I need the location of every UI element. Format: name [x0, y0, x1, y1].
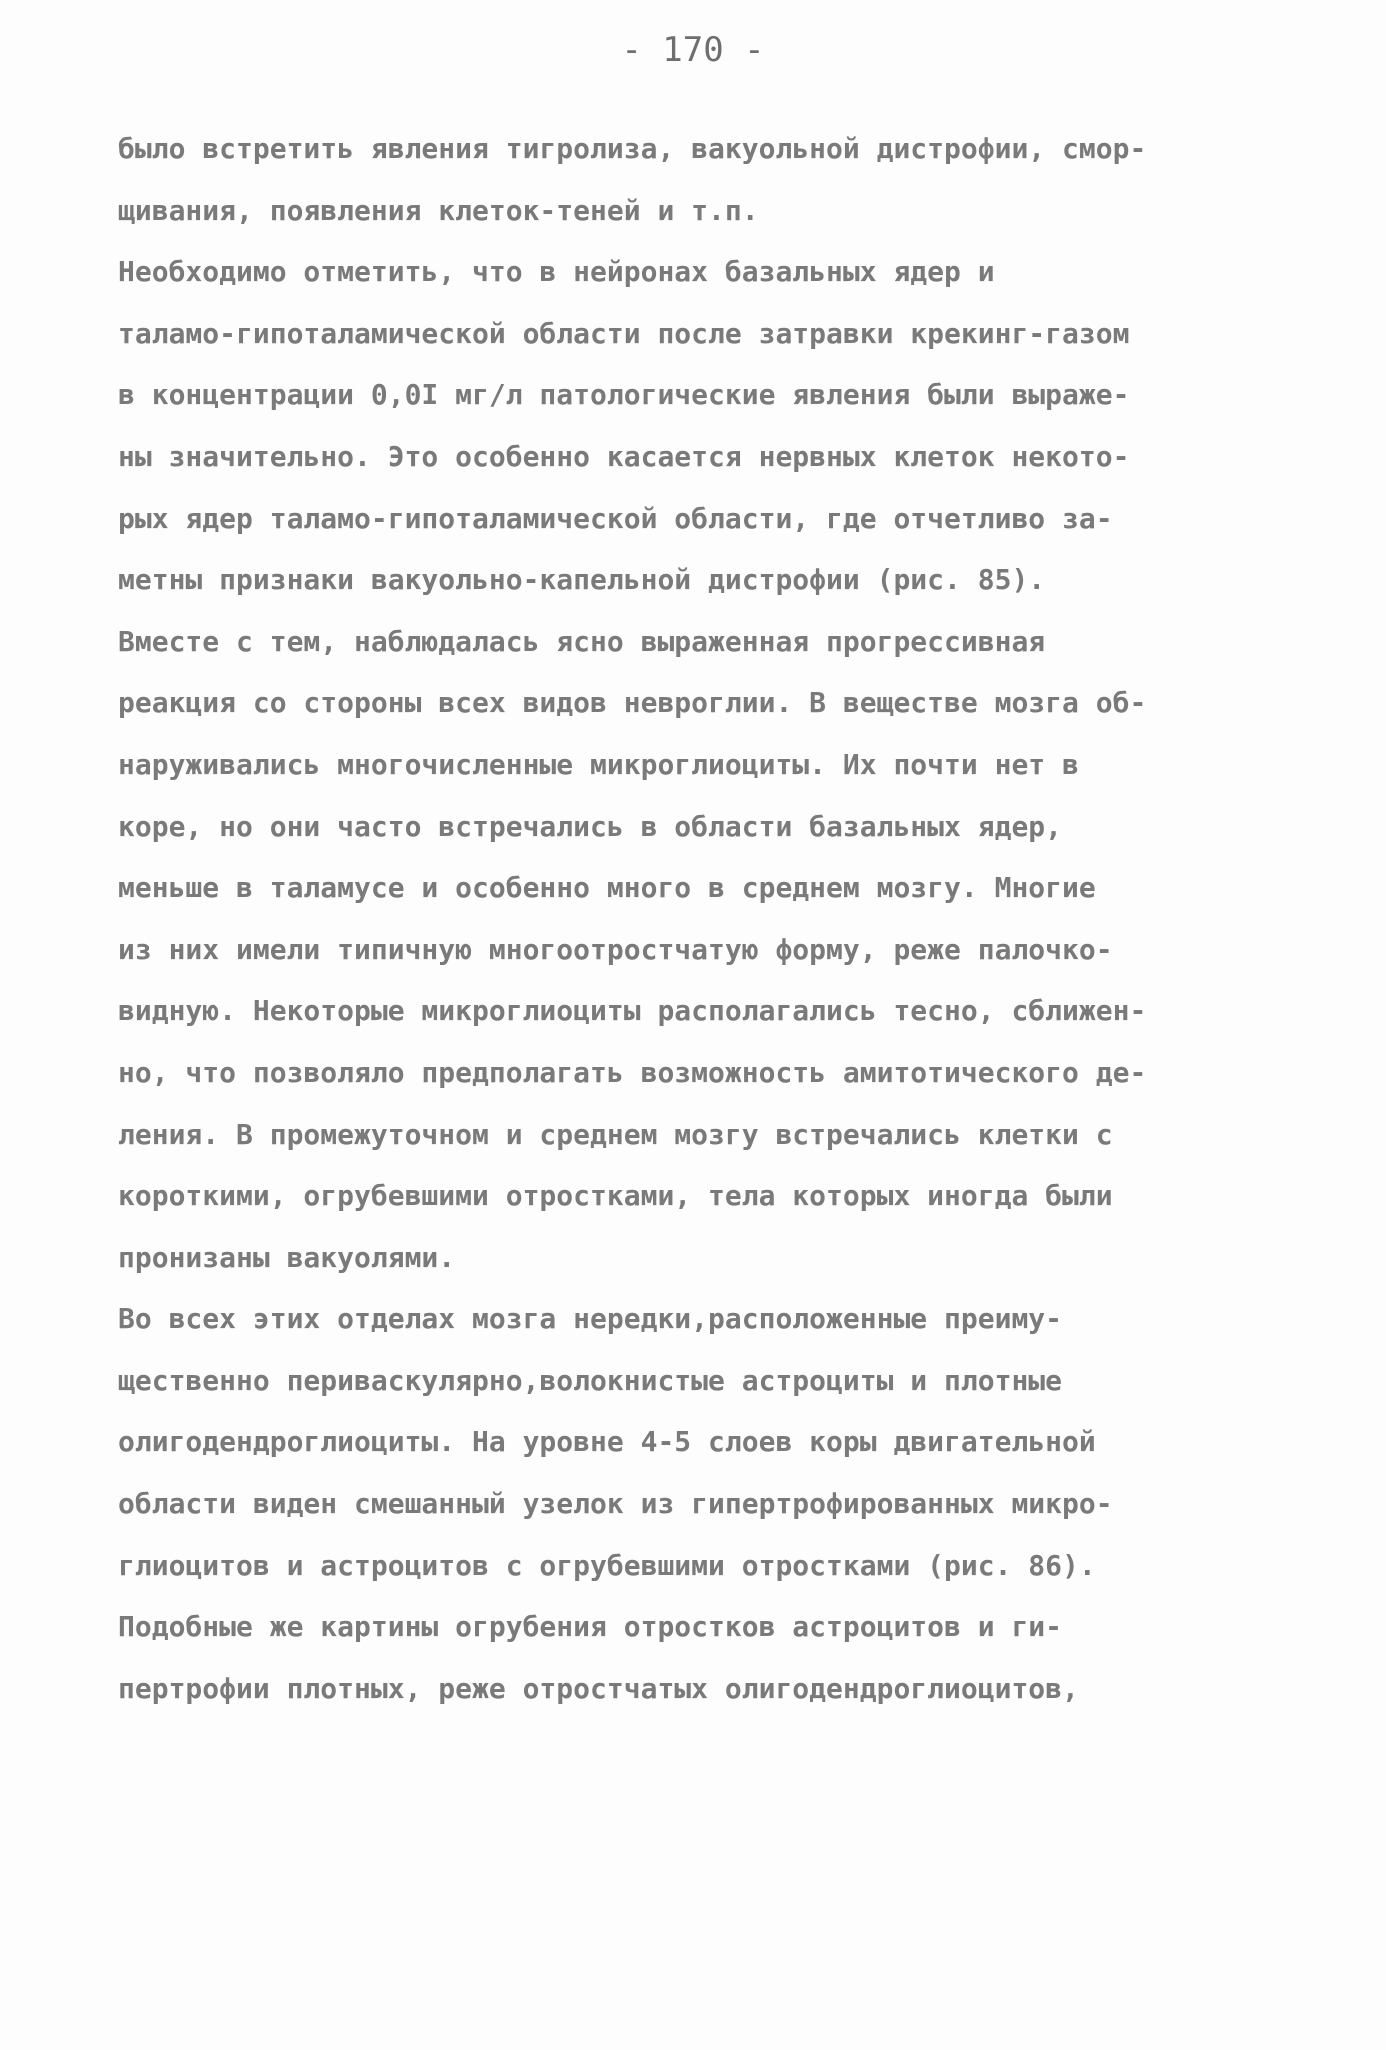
text-line: щивания, появления клеток-теней и т.п.: [118, 193, 759, 227]
text-line: короткими, огрубевшими отростками, тела которых иногда были: [118, 1179, 1113, 1213]
text-line: но, что позволяло предполагать возможность амитотического де-: [118, 1055, 1147, 1089]
text-line: таламо-гипоталамической области после затравки крекинг-газом: [118, 316, 1130, 350]
text-line: пертрофии плотных, реже отростчатых олигодендроглиоцитов,: [118, 1671, 1079, 1705]
text-line: в концентрации 0,0I мг/л патологические явления были выраже-: [118, 378, 1130, 412]
text-line: меньше в таламусе и особенно много в среднем мозгу. Многие: [118, 871, 1096, 905]
text-line: было встретить явления тигролиза, вакуольной дистрофии, смор-: [118, 132, 1147, 165]
text-line: области виден смешанный узелок из гипертрофированных микро-: [118, 1487, 1113, 1521]
text-line: наруживались многочисленные микроглиоциты. Их почти нет в: [118, 747, 1079, 781]
text-line: видную. Некоторые микроглиоциты располагались тесно, сближен-: [118, 994, 1147, 1028]
text-line: щественно периваскулярно,волокнистые астроциты и плотные: [118, 1363, 1063, 1397]
text-line: коре, но они часто встречались в области базальных ядер,: [118, 809, 1063, 843]
text-line: метны признаки вакуольно-капельной дистрофии (рис. 85).: [118, 563, 1046, 597]
text-line: Подобные же картины огрубения отростков астроцитов и ги-: [118, 1610, 1063, 1644]
text-line: Вместе с тем, наблюдалась ясно выраженная прогрессивная: [118, 624, 1046, 658]
text-line: олигодендроглиоциты. На уровне 4-5 слоев коры двигательной: [118, 1425, 1096, 1459]
text-line: ления. В промежуточном и среднем мозгу встречались клетки с: [118, 1117, 1113, 1151]
page-number: - 170 -: [621, 30, 765, 70]
text-line: Во всех этих отделах мозга нередки,расположенные преиму-: [118, 1302, 1063, 1336]
text-line: из них имели типичную многоотростчатую форму, реже палочко-: [118, 932, 1113, 966]
body-text: [118, 118, 1278, 1719]
text-line: глиоцитов и астроцитов с огрубевшими отростками (рис. 86).: [118, 1548, 1096, 1582]
text-line: реакция со стороны всех видов невроглии. В веществе мозга об-: [118, 686, 1147, 720]
text-line: пронизаны вакуолями.: [118, 1240, 456, 1274]
text-line: Необходимо отметить, что в нейронах базальных ядер и: [118, 255, 995, 289]
text-line: рых ядер таламо-гипоталамической области, где отчетливо за-: [118, 501, 1113, 535]
text-line: ны значительно. Это особенно касается нервных клеток некото-: [118, 439, 1130, 473]
